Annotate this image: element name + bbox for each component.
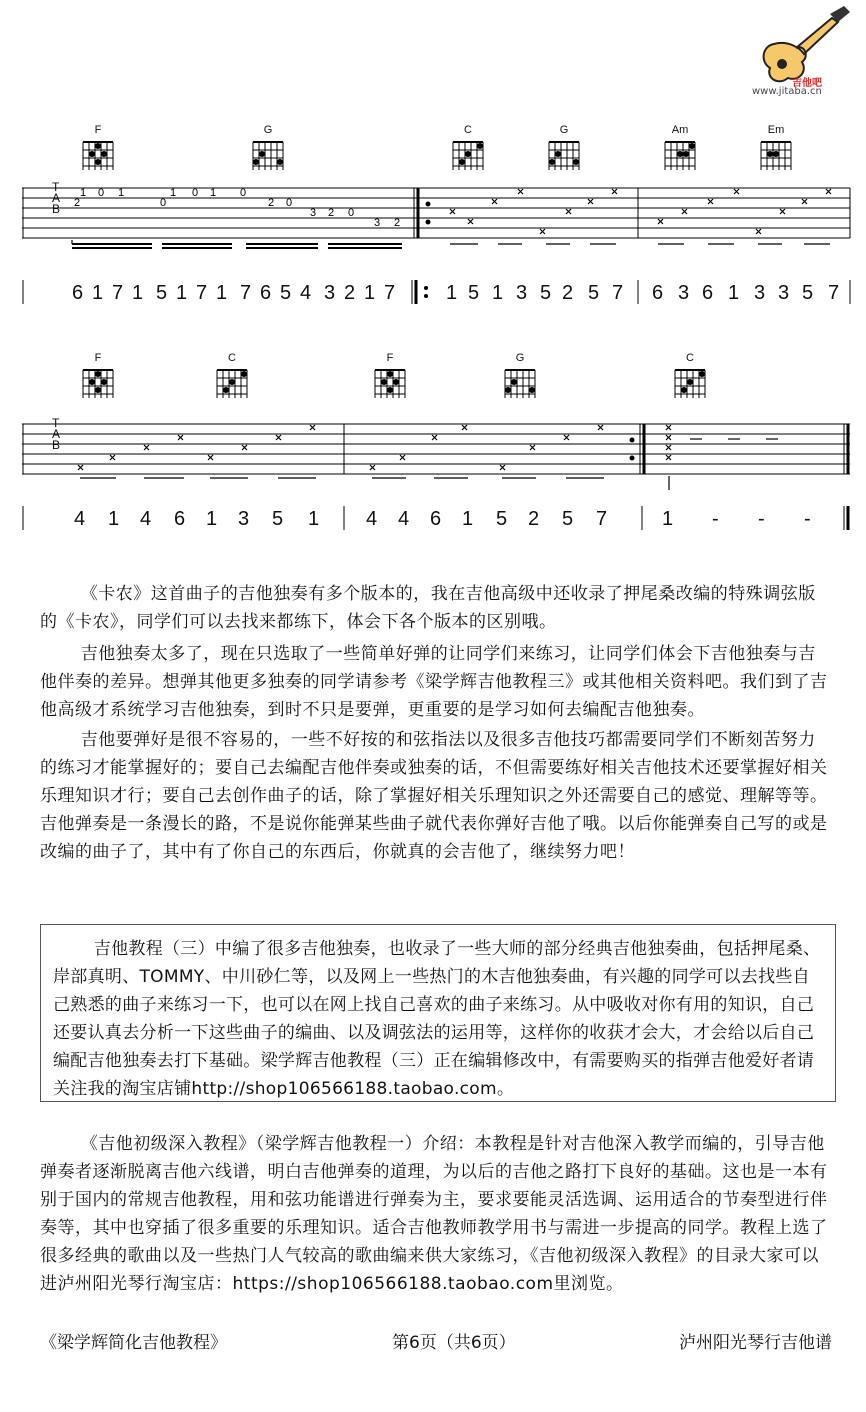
chord-name: Em [767,124,785,136]
jianpu-note: 7 [828,282,840,304]
paragraph-kanon: 《卡农》这首曲子的吉他独奏有多个版本的，我在吉他高级中还收录了押尾桑改编的特殊调弦版的《卡农》，同学们可以去找来都练下，体会下各个版本的区别哦。 [40,584,816,632]
jianpu-note: 3 [324,282,336,304]
chord-grid-icon [500,366,540,402]
jianpu-note: 5 [588,282,600,304]
score-system-1 [22,118,852,318]
jianpu-note: 1 [108,508,120,530]
chord-name: F [386,352,394,364]
jianpu-note: 6 [174,508,186,530]
svg-text:1011010 2020 3: 1 0 1 1 0 1 0 2 0 2 0 3 2 03 2 [74,187,401,229]
jianpu-note: 1 [364,282,376,304]
tab-staff-lines [22,180,852,274]
jianpu-note: 1 [492,282,504,304]
jianpu-note: 5 [540,282,552,304]
paragraph-solo: 吉他独奏太多了，现在只选取了一些简单好弹的让同学们来练习，让同学们体会下吉他独奏与吉他伴奏的差异。想弹其他更多独奏的同学请参考《梁学辉吉他教程三》或其他相关资料吧。我们到了吉他高级才系统学习吉他独奏，到时不只是要弹，更重要的是学习如何去编配吉他独奏。 [40,644,828,720]
jianpu-note: 1 [728,282,740,304]
page-number: 第6页（共6页） [392,1333,516,1353]
chord-name: G [559,124,569,136]
jianpu-note: 6 [72,282,84,304]
jianpu-note: 4 [398,508,410,530]
chord-grid-icon [756,138,796,174]
jianpu-note: 7 [384,282,396,304]
logo-brand: 吉他吧 [792,78,822,89]
chord-grid-icon [248,138,288,174]
info-box [40,924,836,1102]
tab-staff [22,416,852,500]
tab-staff-lines [22,416,852,500]
jianpu-note: 4 [300,282,312,304]
chord-grid-icon [370,366,410,402]
jianpu-note: 3 [238,508,250,530]
jianpu-note: 3 [778,282,790,304]
jianpu-note: 7 [612,282,624,304]
jianpu-note: 5 [156,282,168,304]
jianpu-note: 1 [308,508,320,530]
chord-grid-icon [660,138,700,174]
chord-grid-icon [212,366,252,402]
chord-name: Am [671,124,689,136]
chord-grid-icon [78,366,118,402]
jianpu-note: 5 [468,282,480,304]
jianpu-note: 2 [562,282,574,304]
score-system-2 [22,352,852,542]
jianpu-note: 7 [240,282,252,304]
jianpu-line [22,500,852,542]
jianpu-note: 1 [216,282,228,304]
jianpu-note: 1 [176,282,188,304]
footer-source: 泸州阳光琴行吉他谱 [679,1333,832,1353]
info-box-text: 吉他教程（三）中编了很多吉他独奏，也收录了一些大师的部分经典吉他独奏曲，包括押尾桑、岸部真明、TOMMY、中川砂仁等，以及网上一些热门的木吉他独奏曲，有兴趣的同学可以去找些自己熟悉的曲子来练习一下，也可以在网上找自己喜欢的曲子来练习。从中吸收对你有用的知识，自己还要认真去分析一下这些曲子的编曲、以及调弦法的运用等，这样你的收获才会大，才会给以后自己编配吉他独奏去打下基础。梁学辉吉他教程（三）正在编辑修改中，有需要购买的指弹吉他爱好者请关注我的淘宝店铺http://shop106566188.taobao.com。 [53,939,821,1099]
chord-name: F [94,352,102,364]
jianpu-note: - [804,508,811,530]
jianpu-note: 6 [702,282,714,304]
tab-clef: T A B [52,416,61,452]
jianpu-note: 3 [516,282,528,304]
chord-name: C [464,124,472,136]
jianpu-note: 1 [662,508,674,530]
jianpu-note: 7 [196,282,208,304]
jianpu-note: 1 [206,508,218,530]
chord-name: F [94,124,102,136]
chord-grid-icon [78,138,118,174]
jianpu-note: 2 [528,508,540,530]
paragraph-intro: 《吉他初级深入教程》（梁学辉吉他教程一）介绍：本教程是针对吉他深入教学而编的，引导吉他弹奏者逐渐脱离吉他六线谱，明白吉他弹奏的道理，为以后的吉他之路打下良好的基础。这也是一本有别于国内的常规吉他教程，用和弦功能谱进行弹奏为主，要求要能灵活选调、运用适合的节奏型进行伴奏等，其中也穿插了很多重要的乐理知识。适合吉他教师教学用书与需进一步提高的同学。教程上选了很多经典的歌曲以及一些热门人气较高的歌曲编来供大家练习，《吉他初级深入教程》的目录大家可以进泸州阳光琴行淘宝店：https://shop106566188.taobao.com里浏览。 [40,1134,828,1294]
jianpu-note: 5 [272,508,284,530]
jianpu-note: 6 [652,282,664,304]
chord-grid-icon [544,138,584,174]
chord-name: C [686,352,694,364]
tab-staff [22,180,852,274]
jianpu-note: 1 [446,282,458,304]
tab-clef: T A B [52,180,61,216]
footer-title: 《梁学辉简化吉他教程》 [40,1333,227,1353]
chord-name: C [228,352,236,364]
jianpu-note: 6 [430,508,442,530]
jianpu-note: 5 [496,508,508,530]
page-footer [40,1328,832,1354]
jianpu-note: 5 [280,282,292,304]
jianpu-note: 3 [678,282,690,304]
jianpu-note: 6 [260,282,272,304]
chord-grid-icon [448,138,488,174]
jianpu-note: 2 [344,282,356,304]
jianpu-note: 7 [596,508,608,530]
jianpu-note: 7 [112,282,124,304]
jianpu-note: 4 [74,508,86,530]
chord-name: G [515,352,525,364]
jianpu-note: - [758,508,765,530]
jianpu-note: 4 [140,508,152,530]
jianpu-note: 5 [562,508,574,530]
jianpu-note: 5 [802,282,814,304]
jianpu-note: 3 [754,282,766,304]
jianpu-note: 4 [366,508,378,530]
jianpu-line [22,274,852,316]
chord-name: G [263,124,273,136]
chord-grid-icon [670,366,710,402]
logo-url: www.jitaba.cn [752,86,822,97]
jianpu-note: 1 [462,508,474,530]
jianpu-note: 1 [132,282,144,304]
jianpu-note: 1 [92,282,104,304]
jianpu-note: - [712,508,719,530]
paragraph-practice: 吉他要弹好是很不容易的，一些不好按的和弦指法以及很多吉他技巧都需要同学们不断刻苦努力的练习才能掌握好的；要自己去编配吉他伴奏或独奏的话，不但需要练好相关吉他技术还要掌握好相关乐理知识才行；要自己去创作曲子的话，除了掌握好相关乐理知识之外还需要自己的感觉、理解等等。吉他弹奏是一条漫长的路，不是说你能弹某些曲子就代表你弹好吉他了哦。以后你能弹奏自己写的或是改编的曲子了，其中有了你自己的东西后，你就真的会吉他了，继续努力吧！ [40,730,828,862]
